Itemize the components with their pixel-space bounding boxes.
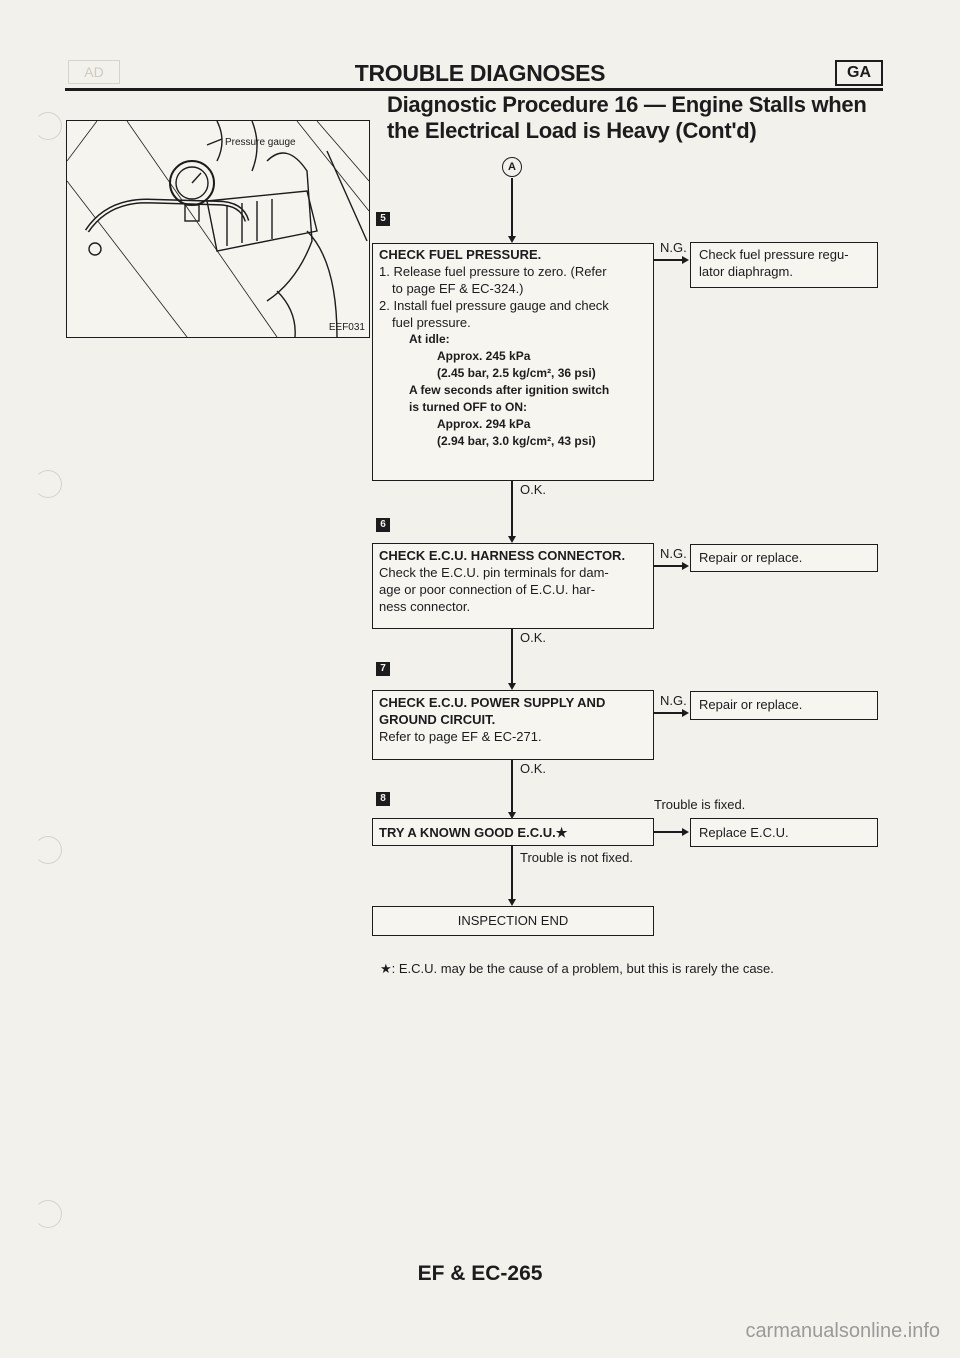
flow-arrow [508, 536, 516, 543]
ng-label: N.G. [660, 240, 687, 255]
result-text: Repair or replace. [699, 697, 803, 712]
not-fixed-label: Trouble is not fixed. [520, 850, 633, 865]
connector-a-circle: A [502, 157, 522, 177]
binder-hole [34, 112, 62, 140]
spec-on-value: (2.94 bar, 3.0 kg/cm², 43 psi) [437, 434, 596, 448]
step-6-icon: 6 [376, 518, 390, 532]
step-5-line: to page EF & EC-324.) [392, 281, 524, 296]
figure-callout: Pressure gauge [225, 137, 296, 148]
step-8-heading: TRY A KNOWN GOOD E.C.U.★ [379, 825, 568, 840]
flow-arrow [508, 683, 516, 690]
result-text: Repair or replace. [699, 550, 803, 565]
procedure-title-line1: Diagnostic Procedure 16 — Engine Stalls when [387, 92, 867, 117]
step-5-heading: CHECK FUEL PRESSURE. [379, 247, 542, 262]
footnote: ★: E.C.U. may be the cause of a problem, but this is rarely the case. [380, 961, 774, 976]
result-text: lator diaphragm. [699, 264, 793, 279]
page-header-title: TROUBLE DIAGNOSES [354, 60, 606, 86]
fixed-label: Trouble is fixed. [654, 797, 746, 812]
ng-arrow [682, 709, 689, 717]
step-5-box [372, 243, 654, 481]
step-8-icon: 8 [376, 792, 390, 806]
step-5-line: fuel pressure. [392, 315, 471, 330]
step-6-heading: CHECK E.C.U. HARNESS CONNECTOR. [379, 548, 626, 563]
result-text: Replace E.C.U. [699, 825, 789, 840]
header-rule [65, 88, 883, 91]
procedure-title-line2: the Electrical Load is Heavy (Cont'd) [387, 118, 757, 143]
step-7-line: Refer to page EF & EC-271. [379, 729, 542, 744]
step-7-box [372, 690, 654, 760]
flow-line [511, 178, 513, 238]
ng-arrow [682, 562, 689, 570]
flow-arrow [508, 899, 516, 906]
step-7-heading: CHECK E.C.U. POWER SUPPLY AND [379, 695, 606, 710]
faded-section-code: AD [68, 60, 120, 84]
step-6-line: age or poor connection of E.C.U. har- [379, 582, 596, 597]
binder-hole [34, 470, 62, 498]
step-6-line: ness connector. [379, 599, 471, 614]
spec-idle-label: At idle: [409, 332, 450, 346]
ng-arrow [682, 256, 689, 264]
ng-label: N.G. [660, 546, 687, 561]
step-7-icon: 7 [376, 662, 390, 676]
pressure-gauge-figure [66, 120, 370, 338]
binder-hole [34, 836, 62, 864]
spec-idle-value: Approx. 245 kPa [437, 349, 531, 363]
fixed-line [654, 831, 682, 833]
flow-line [511, 481, 513, 539]
procedure-title [387, 92, 866, 144]
ng-line [654, 712, 682, 714]
step-5-line: 2. Install fuel pressure gauge and check [379, 298, 609, 313]
spec-idle-value: (2.45 bar, 2.5 kg/cm², 36 psi) [437, 366, 596, 380]
flow-arrow [508, 236, 516, 243]
section-code-badge: GA [835, 60, 883, 86]
flow-line [511, 629, 513, 685]
step-7-heading: GROUND CIRCUIT. [379, 712, 496, 727]
ng-label: N.G. [660, 693, 687, 708]
ng-line [654, 259, 682, 261]
engine-illustration [67, 121, 369, 337]
inspection-end-text: INSPECTION END [457, 913, 569, 928]
watermark: carmanualsonline.info [745, 1320, 940, 1342]
ok-label: O.K. [520, 482, 547, 497]
ok-label: O.K. [520, 761, 547, 776]
result-box [690, 242, 878, 288]
step-6-box [372, 543, 654, 629]
step-8-box [372, 818, 654, 846]
result-box [690, 818, 878, 847]
spec-on-label: is turned OFF to ON: [409, 400, 527, 414]
result-box [690, 544, 878, 572]
step-5-line: 1. Release fuel pressure to zero. (Refer [379, 264, 607, 279]
step-6-line: Check the E.C.U. pin terminals for dam- [379, 565, 609, 580]
flow-line [511, 846, 513, 901]
spec-on-value: Approx. 294 kPa [437, 417, 531, 431]
flow-line [511, 760, 513, 814]
fixed-arrow [682, 828, 689, 836]
binder-hole [34, 1200, 62, 1228]
figure-code: EEF031 [328, 322, 365, 333]
ok-label: O.K. [520, 630, 547, 645]
result-box [690, 691, 878, 720]
inspection-end-box [372, 906, 654, 936]
ng-line [654, 565, 682, 567]
step-5-icon: 5 [376, 212, 390, 226]
spec-on-label: A few seconds after ignition switch [409, 383, 610, 397]
result-text: Check fuel pressure regu- [699, 247, 849, 262]
page-number: EF & EC-265 [417, 1262, 543, 1285]
